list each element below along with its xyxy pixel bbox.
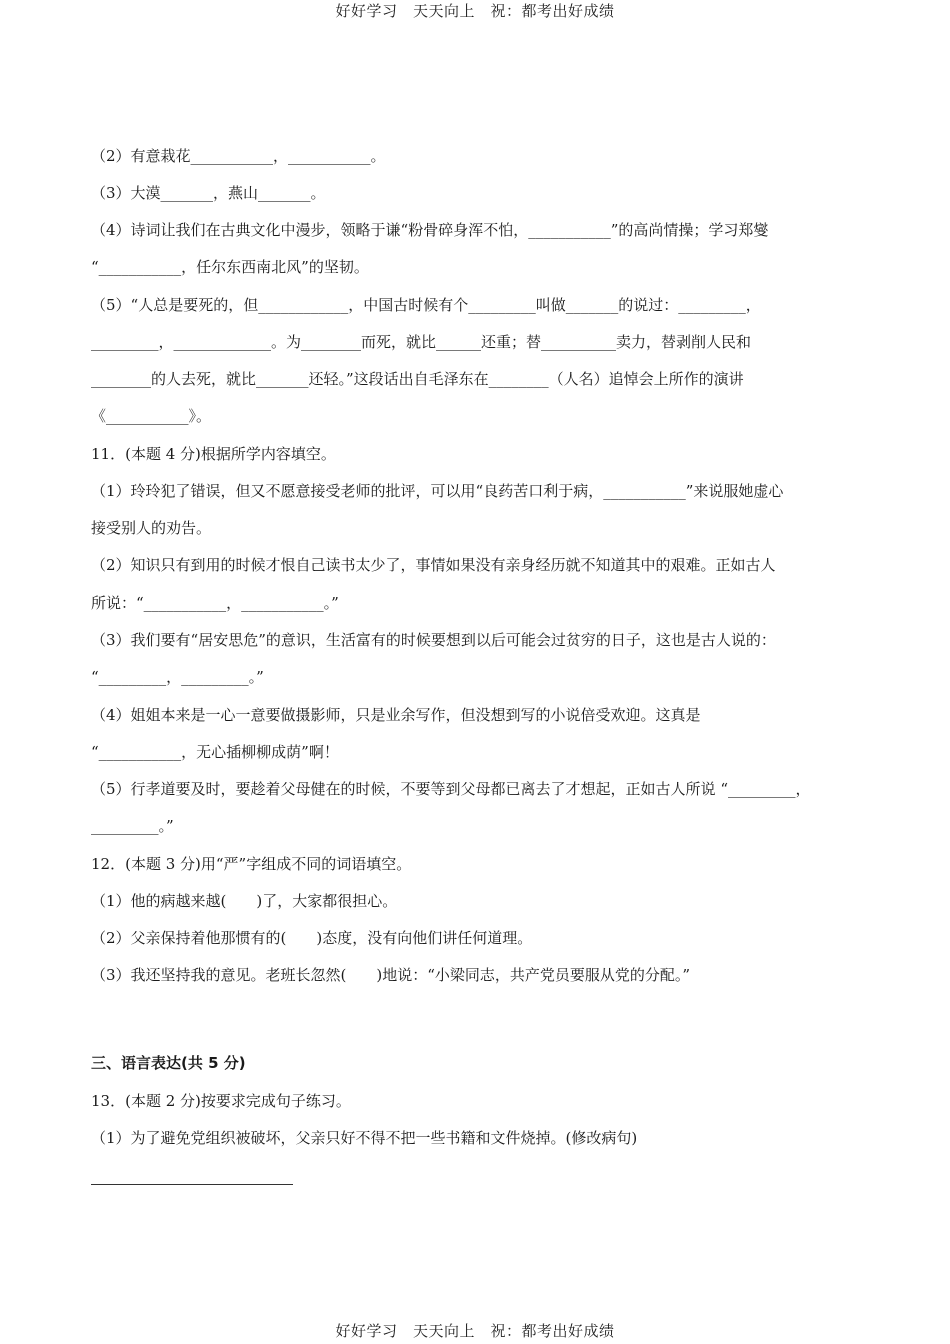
fill-blank-line: 所说：“___________，___________。” (91, 594, 339, 612)
fill-blank-line: （4）姐姐本来是一心一意要做摄影师，只是业余写作，但没想到写的小说倍受欢迎。这真是 (91, 706, 701, 724)
fill-blank-line: （1）玲玲犯了错误，但又不愿意接受老师的批评，可以用“良药苦口利于病，___________”来说服她虚心 (91, 482, 784, 500)
fill-blank-line: “___________，任尔东西南北风”的坚韧。 (91, 258, 369, 276)
fill-blank-line: （2）知识只有到用的时候才恨自己读书太少了，事情如果没有亲身经历就不知道其中的艰难。正如古人 (91, 556, 776, 574)
fill-blank-line: （3）大漠_______，燕山_______。 (91, 184, 326, 202)
fill-blank-line: （3）我们要有“居安思危”的意识，生活富有的时候要想到以后可能会过贫穷的日子，这也是古人说的： (91, 631, 776, 649)
fill-blank-line: （2）父亲保持着他那惯有的( )态度，没有向他们讲任何道理。 (91, 929, 533, 947)
question-13-item-1: （1）为了避免党组织被破坏，父亲只好不得不把一些书籍和文件烧掉。(修改病句) (91, 1129, 638, 1147)
footer-banner: 好好学习 天天向上 祝：都考出好成绩 (335, 1322, 615, 1340)
fill-blank-line: 接受别人的劝告。 (91, 519, 212, 537)
question-13-title: 13．(本题 2 分)按要求完成句子练习。 (91, 1092, 351, 1110)
fill-blank-line: “___________，无心插柳柳成荫”啊！ (91, 743, 339, 761)
fill-blank-line: ________的人去死，就比_______还轻。”这段话出自毛泽东在________（人名）追悼会上所作的演讲 (91, 370, 744, 388)
fill-blank-line: “_________，_________。” (91, 668, 264, 686)
fill-blank-line: （4）诗词让我们在古典文化中漫步，领略于谦“粉骨碎身浑不怕，___________”的高尚情操；学习郑燮 (91, 221, 769, 239)
header-banner: 好好学习 天天向上 祝：都考出好成绩 (335, 2, 615, 20)
question-11-title: 11．(本题 4 分)根据所学内容填空。 (91, 445, 336, 463)
section-heading: 三、语言表达(共 5 分) (91, 1054, 246, 1072)
fill-blank-line: （2）有意栽花___________，___________。 (91, 147, 386, 165)
fill-blank-line: 《___________》。 (91, 407, 212, 425)
fill-blank-line: _________，_____________。为________而死，就比______还重；替__________卖力，替剥削人民和 (91, 333, 752, 351)
fill-blank-line: （3）我还坚持我的意见。老班长忽然( )地说：“小梁同志，共产党员要服从党的分配。” (91, 966, 691, 984)
fill-blank-line: _________。” (91, 817, 174, 835)
fill-blank-line: （5）“人总是要死的，但____________，中国古时候有个_________叫做_______的说过：_________， (91, 296, 761, 314)
fill-blank-line: （1）他的病越来越( )了，大家都很担心。 (91, 892, 398, 910)
answer-line[interactable] (91, 1184, 293, 1185)
question-12-title: 12．(本题 3 分)用“严”字组成不同的词语填空。 (91, 855, 412, 873)
fill-blank-line: （5）行孝道要及时，要趁着父母健在的时候，不要等到父母都已离去了才想起，正如古人所说 “_________， (91, 780, 811, 798)
